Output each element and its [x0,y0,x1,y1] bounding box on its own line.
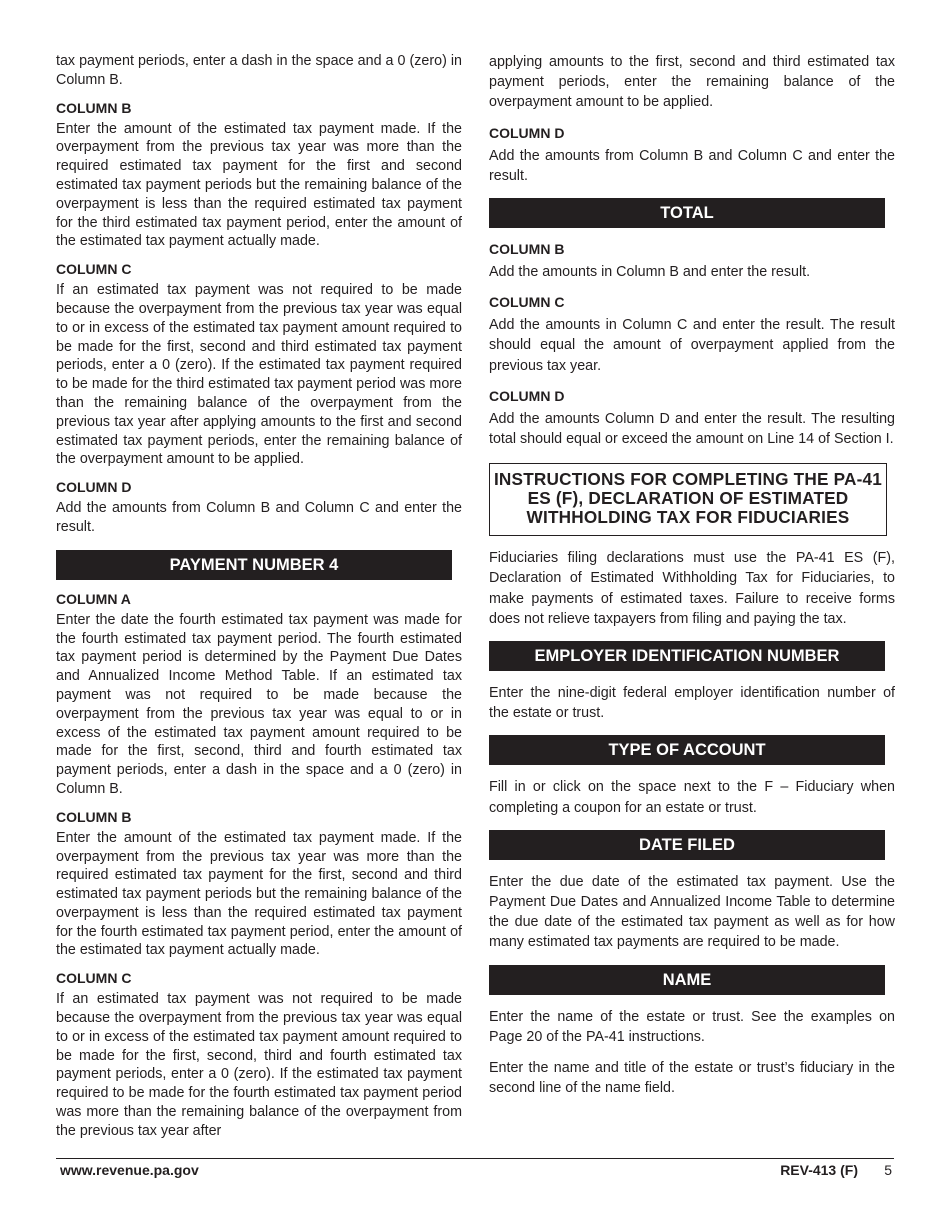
page-footer [56,1158,894,1178]
left-column [56,52,462,1150]
section-heading: COLUMN C [56,261,132,278]
section-heading: COLUMN B [56,808,132,825]
instructions-title-box: INSTRUCTIONS FOR COMPLETING THE PA-41 ES (F), DECLARATION OF ESTIMATED WITHHOLDING TAX FOR FIDUCIARIES [489,463,887,536]
section-bar-date-filed: DATE FILED [489,830,885,860]
paragraph: Fill in or click on the space next to the F – Fiduciary when completing a coupon for an estate or trust. [489,779,895,816]
section-bar-payment-number-4: PAYMENT NUMBER 4 [56,550,452,580]
right-column [489,52,895,1109]
section-heading: COLUMN B [56,99,132,116]
paragraph: Enter the amount of the estimated tax payment made. If the overpayment from the previous tax year was more than the required estimated tax payment for the first and second estimated tax payment periods but the remaining balance of the overpayment is less than the required estimated tax payment for the third estimated tax payment period, enter the amount of the estimated tax payment actually made. [56,120,462,250]
paragraph: Enter the due date of the estimated tax payment. Use the Payment Due Dates and Annualized Income Table to determine the due date of the estimated tax payment as well as for how many estimated tax payments are required to be made. [489,873,895,951]
paragraph: Add the amounts Column D and enter the result. The resulting total should equal or exceed the amount on Line 14 of Section I. [489,410,895,448]
section-bar-name: NAME [489,965,885,995]
paragraph: Enter the name of the estate or trust. See the examples on Page 20 of the PA-41 instructions. [489,1008,895,1045]
footer-form-number: REV-413 (F) [780,1162,858,1178]
paragraph: Add the amounts in Column C and enter the result. The result should equal the amount of overpayment applied from the previous tax year. [489,317,895,374]
section-bar-employer-identification-number: EMPLOYER IDENTIFICATION NUMBER [489,641,885,671]
paragraph: Add the amounts in Column B and enter the result. [489,264,811,281]
footer-website-link[interactable]: www.revenue.pa.gov [60,1162,199,1178]
paragraph: If an estimated tax payment was not required to be made because the overpayment from the previous tax year was equal to or in excess of the estimated tax payment amount required to be made for the first, second and third estimated tax payment periods, enter a 0 (zero). If the estimated tax payment required to be made for the third estimated tax payment period was more than the remaining balance of the overpayment from the previous tax year after applying amounts to the first and second estimated tax payment periods, enter the remaining balance of the overpayment amount to be applied. [56,282,462,468]
section-heading: COLUMN A [56,590,131,607]
paragraph: Add the amounts from Column B and Column C and enter the result. [56,500,462,535]
section-heading: COLUMN D [56,479,132,496]
paragraph: tax payment periods, enter a dash in the space and a 0 (zero) in Column B. [56,53,462,88]
paragraph: Enter the amount of the estimated tax payment made. If the overpayment from the previous tax year was more than the required estimated tax payment for the first, second and third estimated tax payment periods but the remaining balance of the overpayment is less than the required estimated tax payment for the fourth estimated tax payment period, enter the amount of the estimated tax payment actually made. [56,829,462,959]
paragraph: Enter the name and title of the estate or trust’s fiduciary in the second line of the name field. [489,1060,895,1097]
section-bar-type-of-account: TYPE OF ACCOUNT [489,735,885,765]
paragraph: Fiduciaries filing declarations must use the PA-41 ES (F), Declaration of Estimated Withholding Tax for Fiduciaries, to make payments of estimated taxes. Failure to receive forms does not relieve taxpayers from filing and paying the tax. [489,550,895,627]
page-number: 5 [884,1162,892,1178]
paragraph: applying amounts to the first, second and third estimated tax payment periods, enter the remaining balance of the overpayment amount to be applied. [489,54,895,111]
section-bar-total: TOTAL [489,198,885,228]
section-heading: COLUMN C [56,970,132,987]
section-heading: COLUMN D [489,124,565,141]
section-heading: COLUMN B [489,241,565,258]
section-heading: COLUMN D [489,387,565,404]
paragraph: If an estimated tax payment was not required to be made because the overpayment from the previous tax year was equal to or in excess of the estimated tax payment amount required to be made for the first, second, third and fourth estimated tax payment periods, enter a 0 (zero). If the estimated tax payment required to be made for the fourth estimated tax payment period was more than the remaining balance of the overpayment from the previous tax year after [56,991,462,1139]
paragraph: Enter the nine-digit federal employer identification number of the estate or trust. [489,685,895,722]
paragraph: Enter the date the fourth estimated tax payment was made for the fourth estimated tax payment period. The fourth estimated tax payment period is determined by the Payment Due Dates and Annualized Income Method Table. If an estimated tax payment was not required to be made because the overpayment from the previous tax year was equal to or in excess of the estimated tax payment amount required to be made for the first, second, third and fourth estimated tax payment periods, enter a dash in the space and a 0 (zero) in Column B. [56,611,462,797]
section-heading: COLUMN C [489,294,565,311]
paragraph: Add the amounts from Column B and Column C and enter the result. [489,147,895,184]
